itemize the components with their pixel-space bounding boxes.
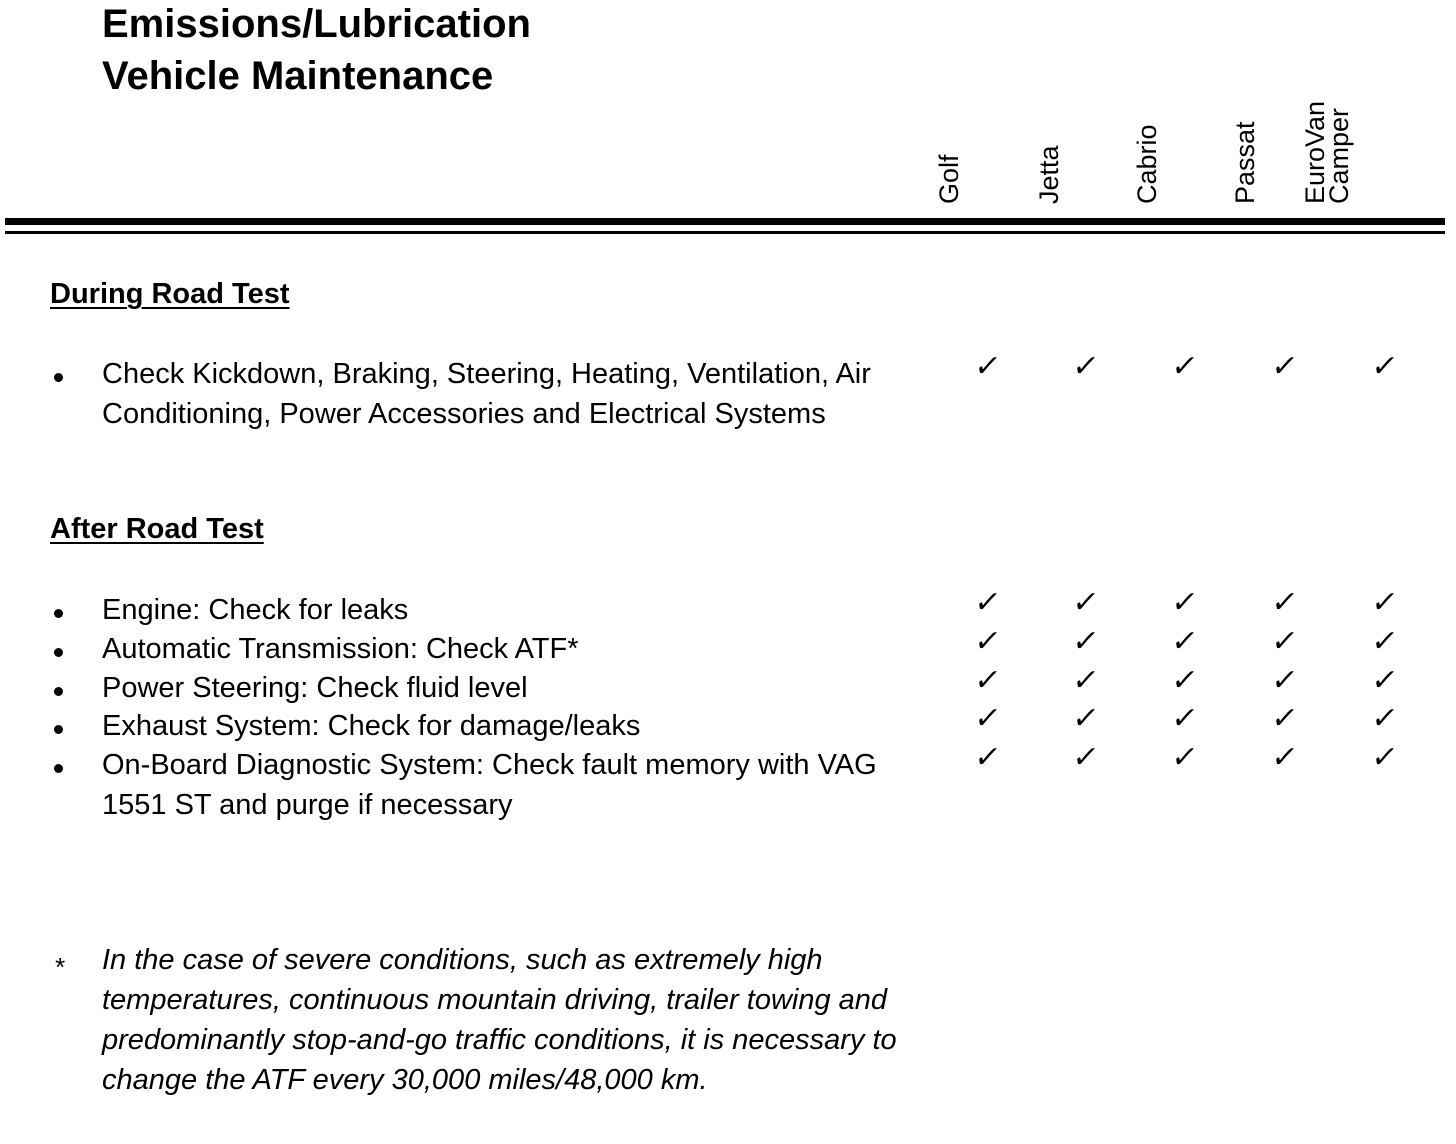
check-mark-passat: ✓ xyxy=(1269,624,1301,659)
column-header-label: Passat xyxy=(1230,121,1260,204)
check-mark-passat: ✓ xyxy=(1269,663,1301,698)
document-title-line-2: Vehicle Maintenance xyxy=(102,54,494,98)
check-mark-cabrio: ✓ xyxy=(1169,663,1201,698)
bullet xyxy=(52,370,66,384)
item-text: Check Kickdown, Braking, Steering, Heating, Ventilation, Air Conditioning, Power Accessories and Electrical Systems xyxy=(102,358,871,430)
bullet xyxy=(52,684,66,698)
check-mark-golf: ✓ xyxy=(972,349,1004,384)
check-mark-cabrio: ✓ xyxy=(1169,740,1201,775)
item-text: On-Board Diagnostic System: Check fault memory with VAG 1551 ST and purge if necessary xyxy=(102,749,877,821)
footnote-marker: * xyxy=(54,952,65,982)
column-header-label: Cabrio xyxy=(1132,124,1162,204)
item-text: Power Steering: Check fluid level xyxy=(102,672,528,704)
check-mark-eurovan-camper: ✓ xyxy=(1369,349,1401,384)
section-title-after-road-test: After Road Test xyxy=(50,513,264,545)
column-header-label: EuroVan Camper xyxy=(1300,100,1354,204)
check-mark-cabrio: ✓ xyxy=(1169,624,1201,659)
check-mark-eurovan-camper: ✓ xyxy=(1369,663,1401,698)
check-mark-jetta: ✓ xyxy=(1070,740,1102,775)
check-mark-golf: ✓ xyxy=(972,701,1004,736)
header-rule-thick xyxy=(5,218,1445,225)
check-mark-jetta: ✓ xyxy=(1070,624,1102,659)
check-mark-golf: ✓ xyxy=(972,585,1004,620)
check-mark-passat: ✓ xyxy=(1269,701,1301,736)
footnote-text: In the case of severe conditions, such as extremely high temperatures, continuous mountain driving, trailer towing and predominantly stop-and-go traffic conditions, it is necessary to change the ATF every 30,000 miles/48,000 km. xyxy=(102,944,897,1096)
bullet xyxy=(52,606,66,620)
header-rule-thin xyxy=(5,231,1445,234)
check-mark-eurovan-camper: ✓ xyxy=(1369,585,1401,620)
column-header-passat xyxy=(1230,90,1308,204)
check-mark-cabrio: ✓ xyxy=(1169,349,1201,384)
column-header-eurovan-camper xyxy=(1300,70,1410,204)
column-header-jetta xyxy=(1034,90,1112,204)
document-title-line-1: Emissions/Lubrication xyxy=(102,2,531,46)
check-mark-eurovan-camper: ✓ xyxy=(1369,624,1401,659)
bullet xyxy=(52,645,66,659)
check-mark-eurovan-camper: ✓ xyxy=(1369,701,1401,736)
check-mark-golf: ✓ xyxy=(972,740,1004,775)
check-mark-cabrio: ✓ xyxy=(1169,701,1201,736)
check-mark-jetta: ✓ xyxy=(1070,349,1102,384)
check-mark-jetta: ✓ xyxy=(1070,663,1102,698)
bullet xyxy=(52,761,66,775)
column-header-label: Golf xyxy=(934,154,964,204)
bullet xyxy=(52,722,66,736)
check-mark-passat: ✓ xyxy=(1269,349,1301,384)
item-text: Exhaust System: Check for damage/leaks xyxy=(102,710,641,742)
check-mark-jetta: ✓ xyxy=(1070,701,1102,736)
section-title-during-road-test: During Road Test xyxy=(50,278,290,310)
check-mark-cabrio: ✓ xyxy=(1169,585,1201,620)
check-mark-golf: ✓ xyxy=(972,663,1004,698)
item-text: Engine: Check for leaks xyxy=(102,594,409,626)
column-header-cabrio xyxy=(1132,90,1210,204)
item-text: Automatic Transmission: Check ATF* xyxy=(102,633,579,665)
column-header-golf xyxy=(934,90,1012,204)
check-mark-eurovan-camper: ✓ xyxy=(1369,740,1401,775)
column-header-label: Jetta xyxy=(1034,145,1064,204)
check-mark-passat: ✓ xyxy=(1269,585,1301,620)
check-mark-passat: ✓ xyxy=(1269,740,1301,775)
check-mark-jetta: ✓ xyxy=(1070,585,1102,620)
check-mark-golf: ✓ xyxy=(972,624,1004,659)
